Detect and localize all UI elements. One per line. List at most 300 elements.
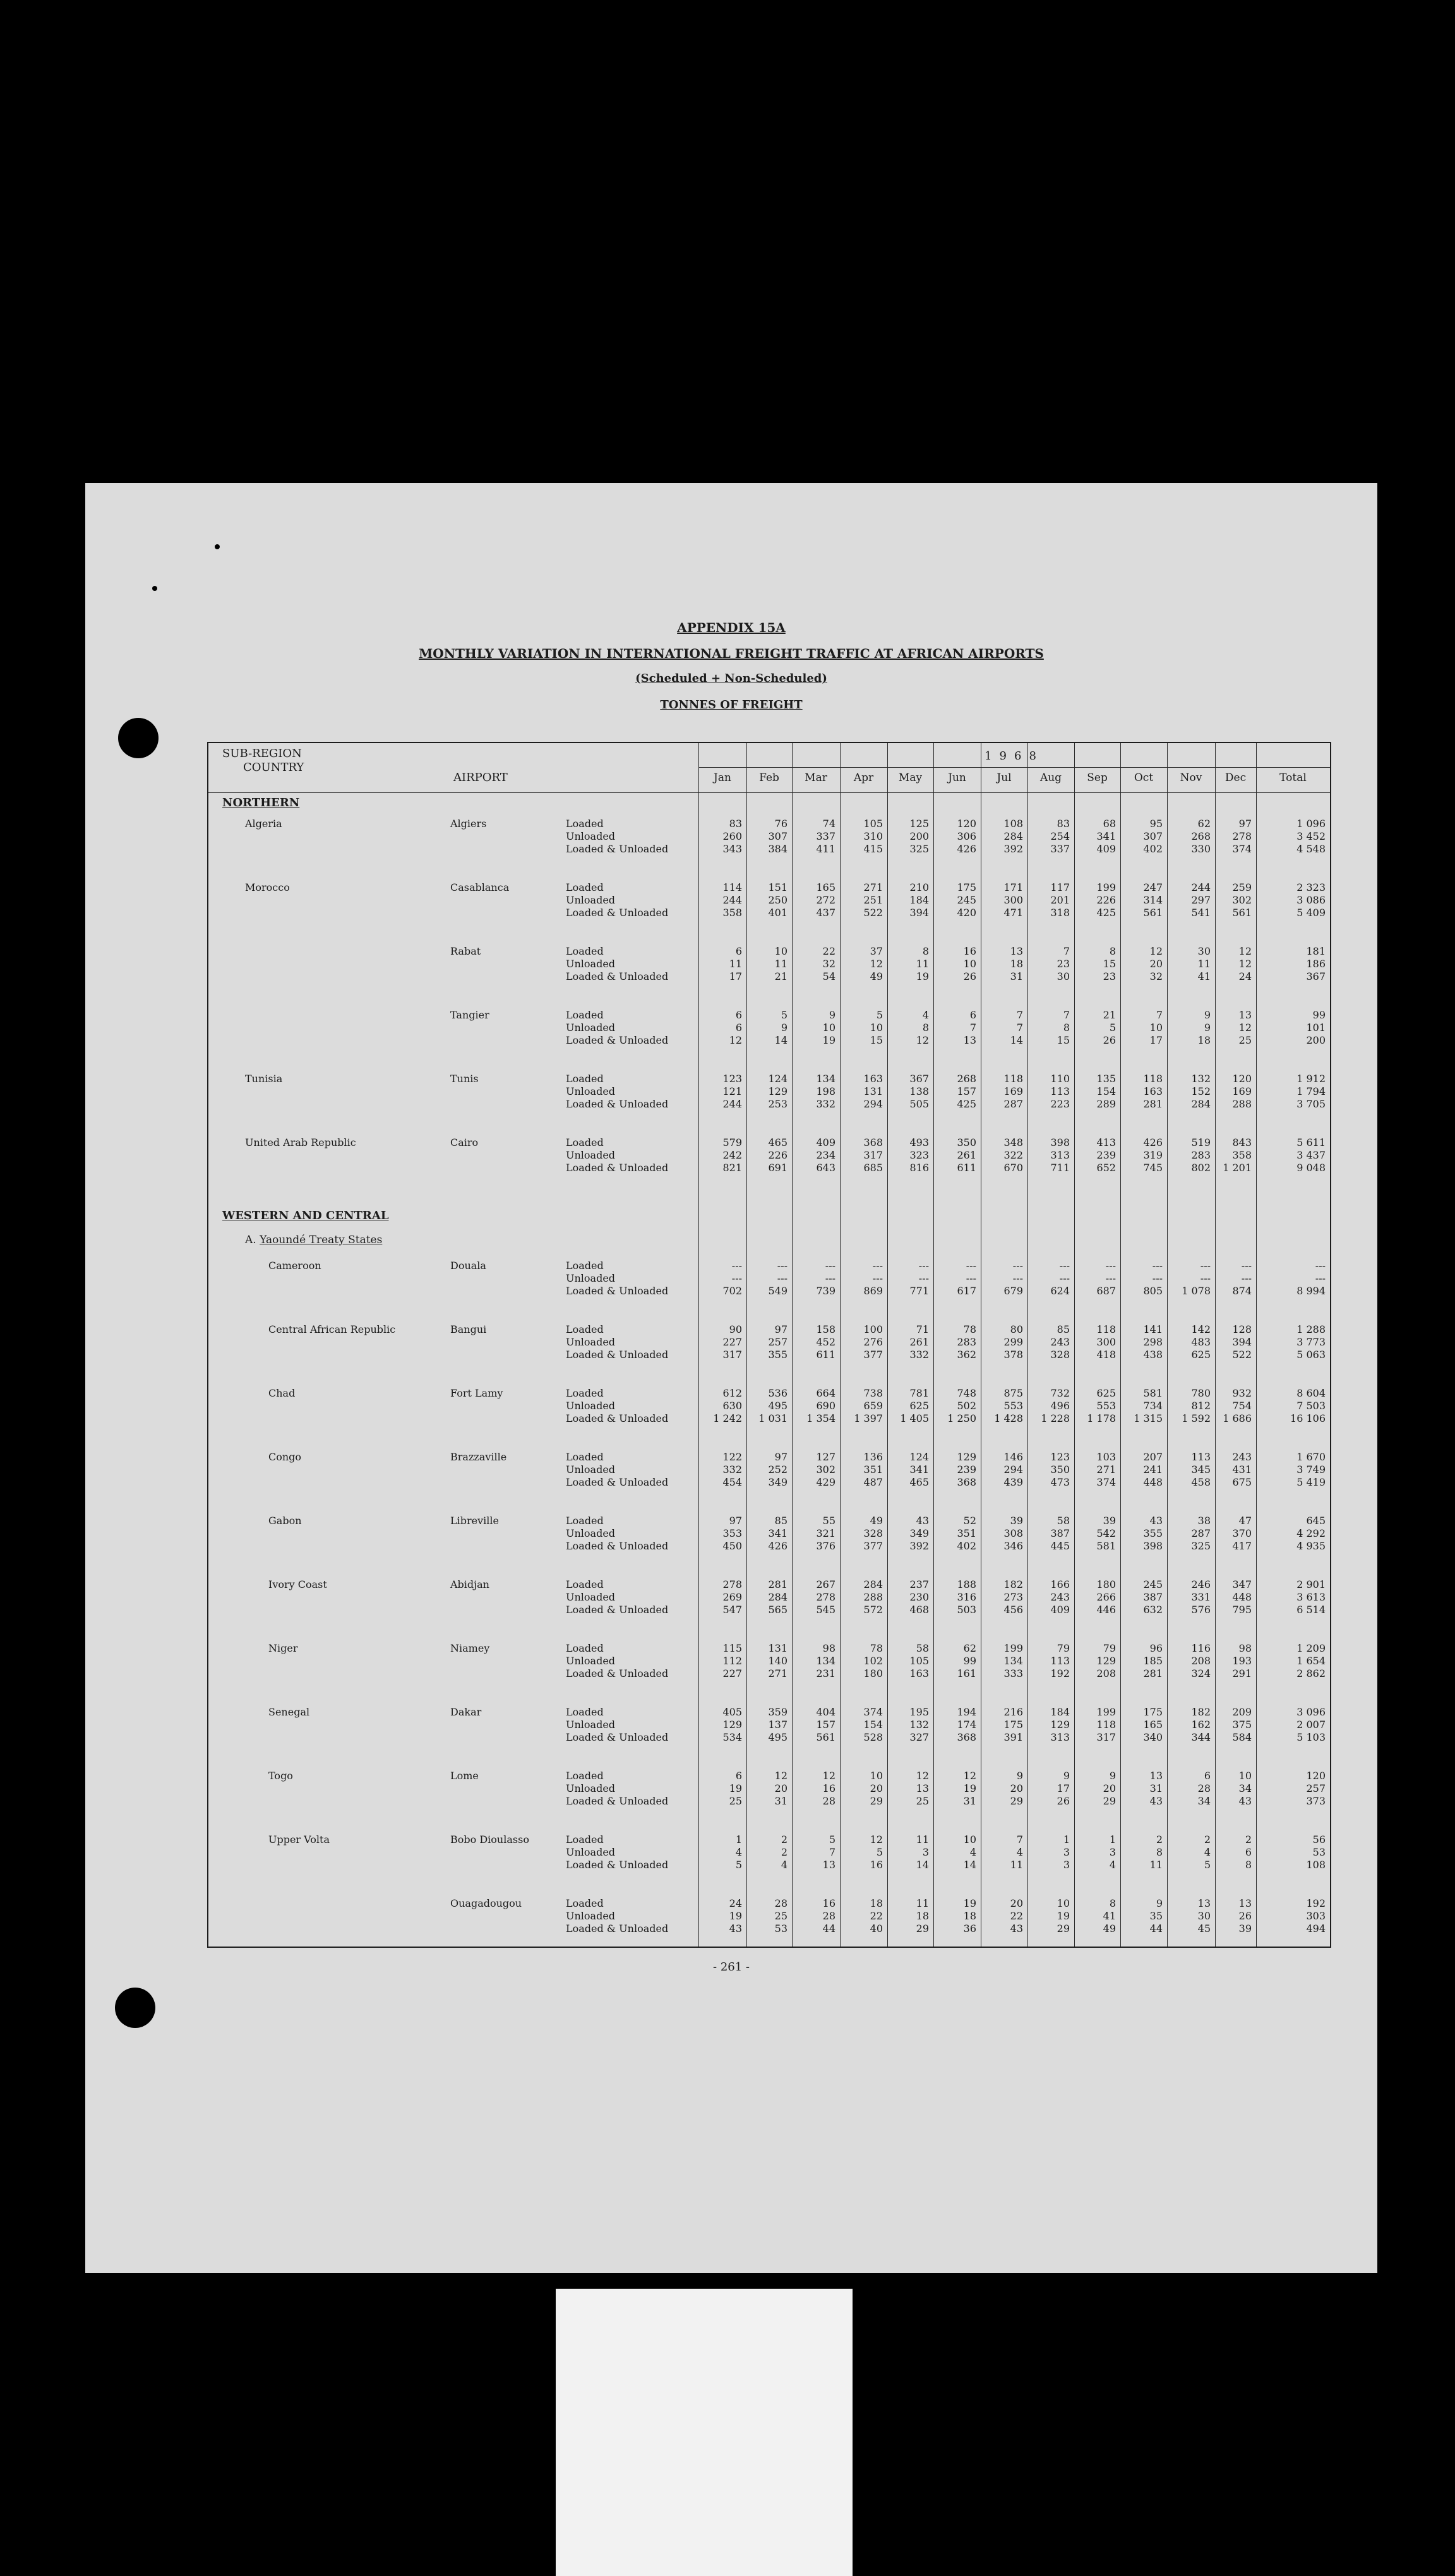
data-cell: 581: [1143, 1387, 1163, 1399]
airport-name: Cairo: [450, 1136, 479, 1148]
freight-table: [207, 742, 1331, 1948]
data-cell: 192: [1050, 1667, 1070, 1679]
data-cell: 418: [1096, 1349, 1116, 1361]
data-cell: 5 063: [1296, 1349, 1326, 1361]
data-cell: 243: [1050, 1591, 1070, 1603]
document-title: MONTHLY VARIATION IN INTERNATIONAL FREIGHT TRAFFIC AT AFRICAN AIRPORTS: [419, 646, 1044, 661]
data-cell: 805: [1143, 1285, 1163, 1297]
data-cell: 5: [781, 1009, 787, 1021]
data-cell: 154: [1096, 1085, 1116, 1097]
data-cell: 199: [1096, 1706, 1116, 1718]
section-heading: WESTERN AND CENTRAL: [222, 1209, 389, 1222]
row-type-label: Loaded & Unloaded: [566, 1476, 669, 1488]
data-cell: 25: [774, 1910, 787, 1922]
data-cell: ---: [1012, 1260, 1023, 1272]
country-name: Tunisia: [245, 1073, 283, 1085]
data-cell: ---: [1241, 1260, 1252, 1272]
data-cell: 448: [1143, 1476, 1163, 1488]
month-header: Jan: [714, 772, 731, 784]
data-cell: 349: [768, 1476, 787, 1488]
data-cell: 502: [957, 1400, 976, 1412]
data-cell: 129: [1096, 1655, 1116, 1667]
data-cell: 302: [816, 1464, 835, 1476]
data-cell: 253: [768, 1098, 787, 1110]
group-heading: [245, 1234, 382, 1246]
data-cell: 6: [735, 945, 742, 957]
data-cell: 12: [822, 1770, 835, 1782]
data-cell: 39: [1238, 1923, 1252, 1935]
group-prefix: A.: [245, 1234, 256, 1246]
data-cell: 425: [957, 1098, 976, 1110]
row-type-label: Loaded: [566, 1834, 604, 1846]
data-cell: 1 228: [1041, 1412, 1070, 1424]
data-cell: 12: [1238, 945, 1252, 957]
data-cell: 561: [816, 1731, 835, 1743]
data-cell: ---: [872, 1272, 883, 1284]
data-cell: 20: [1010, 1897, 1023, 1909]
data-cell: 132: [1191, 1073, 1211, 1085]
data-cell: 227: [722, 1336, 742, 1348]
data-cell: 821: [722, 1162, 742, 1174]
document-page: [85, 483, 1377, 2273]
data-cell: 347: [1232, 1578, 1252, 1590]
data-cell: 283: [957, 1336, 976, 1348]
data-cell: 95: [1149, 818, 1163, 830]
data-cell: 1 031: [758, 1412, 787, 1424]
data-cell: 748: [957, 1387, 976, 1399]
data-cell: 185: [1143, 1655, 1163, 1667]
data-cell: 14: [916, 1859, 929, 1871]
data-cell: 169: [1003, 1085, 1023, 1097]
data-cell: 34: [1238, 1782, 1252, 1794]
data-cell: 54: [822, 970, 835, 982]
data-cell: 294: [863, 1098, 883, 1110]
data-cell: 79: [1057, 1642, 1070, 1654]
data-cell: 316: [957, 1591, 976, 1603]
data-cell: 325: [909, 843, 929, 855]
data-cell: 483: [1191, 1336, 1211, 1348]
data-cell: 118: [1096, 1323, 1116, 1335]
data-cell: 124: [768, 1073, 787, 1085]
data-cell: 377: [863, 1349, 883, 1361]
data-cell: 2: [1156, 1834, 1163, 1846]
data-cell: 174: [957, 1719, 976, 1731]
data-cell: 10: [870, 1022, 883, 1034]
data-cell: 8: [922, 945, 929, 957]
data-cell: 565: [768, 1604, 787, 1616]
data-cell: 41: [1103, 1910, 1116, 1922]
data-cell: 120: [957, 818, 976, 830]
data-cell: 158: [816, 1323, 835, 1335]
year-header: 1968: [985, 749, 1044, 763]
data-cell: 6: [1204, 1770, 1211, 1782]
data-cell: 739: [816, 1285, 835, 1297]
data-cell: 3: [1063, 1859, 1070, 1871]
data-cell: 437: [816, 907, 835, 919]
data-cell: 163: [909, 1667, 929, 1679]
data-cell: 43: [729, 1923, 742, 1935]
row-type-label: Unloaded: [566, 1527, 616, 1539]
data-cell: 398: [1143, 1540, 1163, 1552]
data-cell: 875: [1003, 1387, 1023, 1399]
row-type-label: Unloaded: [566, 1591, 616, 1603]
data-cell: 321: [816, 1527, 835, 1539]
row-type-label: Loaded: [566, 945, 604, 957]
data-cell: 49: [1103, 1923, 1116, 1935]
data-cell: 584: [1232, 1731, 1252, 1743]
data-cell: 330: [1191, 843, 1211, 855]
data-cell: 18: [870, 1897, 883, 1909]
data-cell: 288: [1232, 1098, 1252, 1110]
data-cell: 8 994: [1296, 1285, 1326, 1297]
data-cell: 283: [1191, 1149, 1211, 1161]
data-cell: 175: [957, 881, 976, 893]
data-cell: 300: [1096, 1336, 1116, 1348]
data-cell: 458: [1191, 1476, 1211, 1488]
data-cell: 652: [1096, 1162, 1116, 1174]
data-cell: 269: [722, 1591, 742, 1603]
row-type-label: Loaded & Unloaded: [566, 907, 669, 919]
data-cell: 44: [1149, 1923, 1163, 1935]
data-cell: 254: [1050, 830, 1070, 842]
data-cell: 184: [909, 894, 929, 906]
data-cell: 1: [1063, 1834, 1070, 1846]
data-cell: 31: [1149, 1782, 1163, 1794]
data-cell: 771: [909, 1285, 929, 1297]
data-cell: 378: [1003, 1349, 1023, 1361]
airport-header: AIRPORT: [453, 771, 508, 784]
data-cell: 351: [957, 1527, 976, 1539]
month-header: Sep: [1087, 772, 1108, 784]
data-cell: 16: [822, 1782, 835, 1794]
data-cell: 448: [1232, 1591, 1252, 1603]
data-cell: 368: [863, 1136, 883, 1148]
data-cell: 16: [822, 1897, 835, 1909]
data-cell: 5: [1204, 1859, 1211, 1871]
row-type-label: Loaded: [566, 1578, 604, 1590]
data-cell: 19: [729, 1782, 742, 1794]
data-cell: 31: [963, 1795, 976, 1807]
data-cell: 13: [822, 1859, 835, 1871]
data-cell: 43: [916, 1515, 929, 1527]
data-cell: 780: [1191, 1387, 1211, 1399]
data-cell: 21: [1103, 1009, 1116, 1021]
data-cell: 496: [1050, 1400, 1070, 1412]
data-cell: 134: [1003, 1655, 1023, 1667]
data-cell: 5 409: [1296, 907, 1326, 919]
data-cell: 142: [1191, 1323, 1211, 1335]
data-cell: 171: [1003, 881, 1023, 893]
data-cell: 795: [1232, 1604, 1252, 1616]
data-cell: 328: [863, 1527, 883, 1539]
data-cell: 239: [957, 1464, 976, 1476]
data-cell: 11: [1197, 958, 1211, 970]
data-cell: 260: [722, 830, 742, 842]
data-cell: 1 201: [1223, 1162, 1252, 1174]
data-cell: 284: [768, 1591, 787, 1603]
data-cell: 1: [735, 1834, 742, 1846]
data-cell: 417: [1232, 1540, 1252, 1552]
data-cell: 15: [1057, 1034, 1070, 1046]
data-cell: 340: [1143, 1731, 1163, 1743]
data-cell: 297: [1191, 894, 1211, 906]
data-cell: 307: [768, 830, 787, 842]
data-cell: 310: [863, 830, 883, 842]
data-cell: 287: [1191, 1527, 1211, 1539]
data-cell: 108: [1003, 818, 1023, 830]
data-cell: 495: [768, 1400, 787, 1412]
data-cell: 25: [916, 1795, 929, 1807]
data-cell: 80: [1010, 1323, 1023, 1335]
data-cell: 17: [1149, 1034, 1163, 1046]
data-cell: 29: [1057, 1923, 1070, 1935]
data-cell: 288: [863, 1591, 883, 1603]
data-cell: 118: [1003, 1073, 1023, 1085]
data-cell: 129: [957, 1451, 976, 1463]
data-cell: 208: [1191, 1655, 1211, 1667]
data-cell: 9: [1204, 1022, 1211, 1034]
data-cell: 125: [909, 818, 929, 830]
data-cell: 43: [1238, 1795, 1252, 1807]
data-cell: 223: [1050, 1098, 1070, 1110]
data-cell: 5: [876, 1846, 883, 1858]
data-cell: 105: [909, 1655, 929, 1667]
data-cell: 4: [1016, 1846, 1023, 1858]
data-cell: 402: [957, 1540, 976, 1552]
data-cell: 534: [722, 1731, 742, 1743]
data-cell: 420: [957, 907, 976, 919]
data-cell: 226: [768, 1149, 787, 1161]
data-cell: 8: [1109, 1897, 1116, 1909]
data-cell: 53: [774, 1923, 787, 1935]
data-cell: ---: [731, 1260, 742, 1272]
data-cell: 2 323: [1296, 881, 1326, 893]
data-cell: 13: [1238, 1009, 1252, 1021]
data-cell: 18: [1010, 958, 1023, 970]
data-cell: 8: [922, 1022, 929, 1034]
data-cell: 1 428: [994, 1412, 1023, 1424]
data-cell: 547: [722, 1604, 742, 1616]
data-cell: 402: [1143, 843, 1163, 855]
group-name: Yaoundé Treaty States: [260, 1234, 383, 1246]
data-cell: 28: [774, 1897, 787, 1909]
country-name: Gabon: [268, 1515, 302, 1527]
data-cell: ---: [966, 1272, 976, 1284]
data-cell: 4: [1109, 1859, 1116, 1871]
row-type-label: Unloaded: [566, 1719, 616, 1731]
data-cell: 99: [1312, 1009, 1326, 1021]
data-cell: 1 654: [1296, 1655, 1326, 1667]
data-cell: 131: [768, 1642, 787, 1654]
data-cell: 123: [722, 1073, 742, 1085]
airport-name: Fort Lamy: [450, 1387, 503, 1399]
data-cell: 11: [1010, 1859, 1023, 1871]
data-cell: 157: [816, 1719, 835, 1731]
data-cell: 216: [1003, 1706, 1023, 1718]
data-cell: 625: [909, 1400, 929, 1412]
data-cell: 55: [822, 1515, 835, 1527]
data-cell: 300: [1003, 894, 1023, 906]
data-cell: 413: [1096, 1136, 1116, 1148]
data-cell: 21: [774, 970, 787, 982]
data-cell: 137: [768, 1719, 787, 1731]
data-cell: 15: [1103, 958, 1116, 970]
row-type-label: Unloaded: [566, 1400, 616, 1412]
data-cell: 273: [1003, 1591, 1023, 1603]
data-cell: 40: [870, 1923, 883, 1935]
data-cell: 3 613: [1296, 1591, 1326, 1603]
data-cell: 10: [963, 1834, 976, 1846]
data-cell: 165: [816, 881, 835, 893]
data-cell: 244: [722, 1098, 742, 1110]
data-cell: 16: [870, 1859, 883, 1871]
data-cell: 664: [816, 1387, 835, 1399]
data-cell: 350: [1050, 1464, 1070, 1476]
airport-name: Lome: [450, 1770, 479, 1782]
data-cell: 287: [1003, 1098, 1023, 1110]
data-cell: 131: [863, 1085, 883, 1097]
data-cell: ---: [825, 1272, 835, 1284]
data-cell: 373: [1306, 1795, 1326, 1807]
data-cell: ---: [777, 1260, 787, 1272]
row-type-label: Unloaded: [566, 958, 616, 970]
data-cell: 5: [829, 1834, 835, 1846]
data-cell: 19: [916, 970, 929, 982]
data-cell: 289: [1096, 1098, 1116, 1110]
data-cell: 294: [1003, 1464, 1023, 1476]
data-cell: 3 773: [1296, 1336, 1326, 1348]
country-header: COUNTRY: [243, 761, 304, 774]
data-cell: 553: [1003, 1400, 1023, 1412]
data-cell: 4: [735, 1846, 742, 1858]
data-cell: 7: [969, 1022, 976, 1034]
data-cell: 392: [1003, 843, 1023, 855]
data-cell: 7: [1063, 945, 1070, 957]
country-name: Chad: [268, 1387, 296, 1399]
data-cell: 180: [863, 1667, 883, 1679]
data-cell: 337: [1050, 843, 1070, 855]
data-cell: 2 862: [1296, 1667, 1326, 1679]
data-cell: 4: [781, 1859, 787, 1871]
data-cell: 252: [768, 1464, 787, 1476]
data-cell: 343: [722, 843, 742, 855]
data-cell: 251: [863, 894, 883, 906]
data-cell: 675: [1232, 1476, 1252, 1488]
data-cell: ---: [918, 1272, 929, 1284]
data-cell: 19: [729, 1910, 742, 1922]
data-cell: 4 548: [1296, 843, 1326, 855]
data-cell: 345: [1191, 1464, 1211, 1476]
section-heading: NORTHERN: [222, 796, 300, 809]
data-cell: 3 437: [1296, 1149, 1326, 1161]
data-cell: 4: [969, 1846, 976, 1858]
data-cell: 271: [1096, 1464, 1116, 1476]
data-cell: 4 935: [1296, 1540, 1326, 1552]
data-cell: 151: [768, 881, 787, 893]
data-cell: 308: [1003, 1527, 1023, 1539]
data-cell: 415: [863, 843, 883, 855]
row-type-label: Unloaded: [566, 1655, 616, 1667]
data-cell: 22: [870, 1910, 883, 1922]
row-type-label: Unloaded: [566, 1910, 616, 1922]
data-cell: 374: [863, 1706, 883, 1718]
data-cell: 11: [774, 958, 787, 970]
data-cell: 186: [1306, 958, 1326, 970]
data-cell: ---: [1152, 1260, 1163, 1272]
data-cell: 3 086: [1296, 894, 1326, 906]
data-cell: 129: [768, 1085, 787, 1097]
data-cell: 7 503: [1296, 1400, 1326, 1412]
data-cell: 22: [1010, 1910, 1023, 1922]
month-header: Oct: [1134, 772, 1154, 784]
data-cell: 237: [909, 1578, 929, 1590]
data-cell: 536: [768, 1387, 787, 1399]
data-cell: 426: [1143, 1136, 1163, 1148]
data-cell: 250: [768, 894, 787, 906]
data-cell: 10: [774, 945, 787, 957]
data-cell: 241: [1143, 1464, 1163, 1476]
data-cell: ---: [825, 1260, 835, 1272]
data-cell: 306: [957, 830, 976, 842]
data-cell: 6: [735, 1770, 742, 1782]
airport-name: Niamey: [450, 1642, 490, 1654]
data-cell: 333: [1003, 1667, 1023, 1679]
row-type-label: Unloaded: [566, 1782, 616, 1794]
data-cell: 198: [816, 1085, 835, 1097]
month-header: Jun: [948, 772, 966, 784]
punch-hole-bottom: [115, 1988, 155, 2028]
data-cell: 431: [1232, 1464, 1252, 1476]
data-cell: 429: [816, 1476, 835, 1488]
data-cell: 36: [963, 1923, 976, 1935]
data-cell: 97: [1238, 818, 1252, 830]
data-cell: 362: [957, 1349, 976, 1361]
data-cell: 129: [722, 1719, 742, 1731]
data-cell: 261: [957, 1149, 976, 1161]
data-cell: 1 288: [1296, 1323, 1326, 1335]
data-cell: 679: [1003, 1285, 1023, 1297]
data-cell: 9: [1156, 1897, 1163, 1909]
data-cell: 545: [816, 1604, 835, 1616]
appendix-title: APPENDIX 15A: [677, 620, 786, 635]
data-cell: 193: [1232, 1655, 1252, 1667]
data-cell: 4: [922, 1009, 929, 1021]
data-cell: 4: [1204, 1846, 1211, 1858]
data-cell: 337: [816, 830, 835, 842]
data-cell: 1 686: [1223, 1412, 1252, 1424]
data-cell: 1 096: [1296, 818, 1326, 830]
data-cell: 200: [909, 830, 929, 842]
data-cell: 120: [1232, 1073, 1252, 1085]
country-name: Algeria: [245, 818, 282, 830]
data-cell: 127: [816, 1451, 835, 1463]
data-cell: 43: [1149, 1515, 1163, 1527]
data-cell: 259: [1232, 881, 1252, 893]
data-cell: 118: [1143, 1073, 1163, 1085]
data-cell: 74: [822, 818, 835, 830]
data-cell: 157: [957, 1085, 976, 1097]
data-cell: 324: [1191, 1667, 1211, 1679]
row-type-label: Loaded: [566, 1323, 604, 1335]
data-cell: 6: [735, 1022, 742, 1034]
data-cell: 1: [1109, 1834, 1116, 1846]
data-cell: 208: [1096, 1667, 1116, 1679]
data-cell: 630: [722, 1400, 742, 1412]
data-cell: 100: [863, 1323, 883, 1335]
data-cell: 108: [1306, 1859, 1326, 1871]
data-cell: 272: [816, 894, 835, 906]
data-cell: 3 452: [1296, 830, 1326, 842]
